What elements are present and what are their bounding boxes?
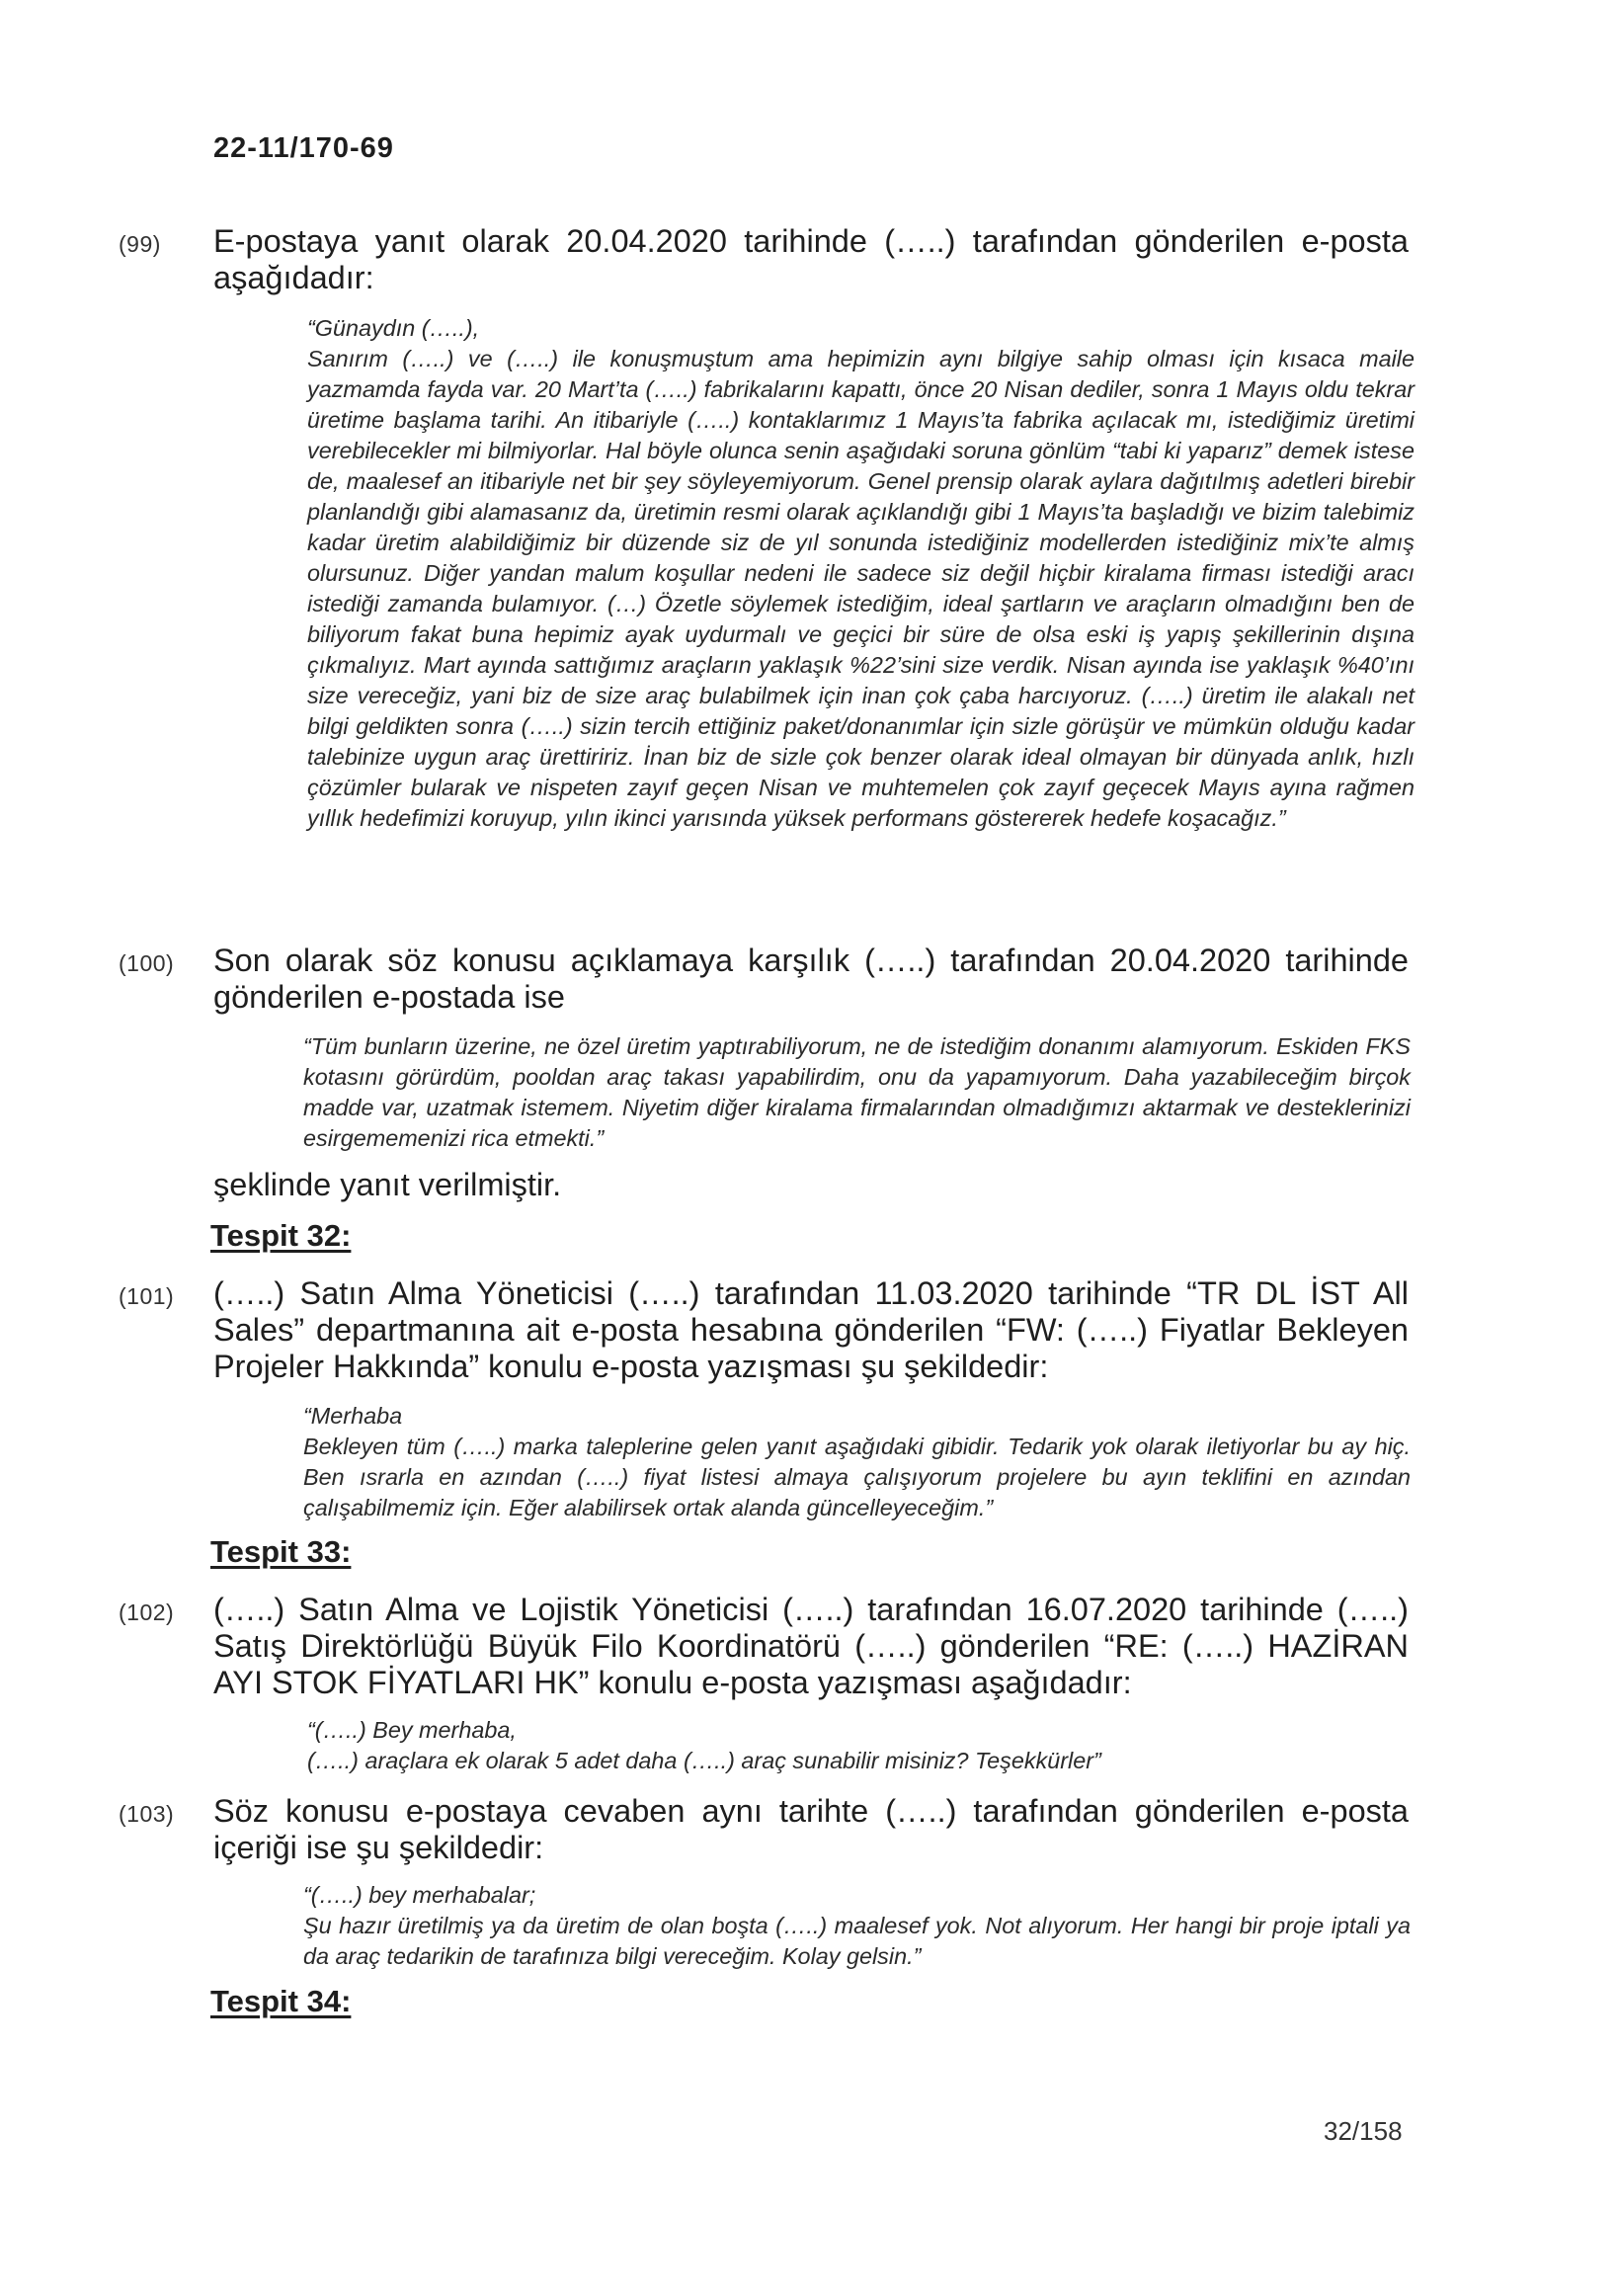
paragraph-text: E-postaya yanıt olarak 20.04.2020 tarihinde (…..) tarafından gönderilen e-posta aşağıdadır: xyxy=(213,223,1409,295)
section-heading-tespit-34: Tespit 34: xyxy=(210,1984,352,2018)
paragraph-number: (100) xyxy=(119,950,175,976)
quote-line: “(…..) Bey merhaba, xyxy=(307,1717,517,1743)
paragraph-number: (102) xyxy=(119,1599,175,1625)
quote-body: Şu hazır üretilmiş ya da üretim de olan boşta (…..) maalesef yok. Not alıyorum. Her hangi bir proje iptali ya da araç tedarikin de tarafınıza bilgi vereceğim. Kolay gelsin.” xyxy=(303,1913,1411,1969)
email-quote-100 xyxy=(303,1031,1411,1154)
section-heading-tespit-32: Tespit 32: xyxy=(210,1218,352,1253)
paragraph-text: (…..) Satın Alma ve Lojistik Yöneticisi (…..) tarafından 16.07.2020 tarihinde (…..) Satış Direktörlüğü Büyük Filo Koordinatörü (…..) gönderilen “RE: (…..) HAZİRAN AYI STOK FİYATLARI HK” konulu e-posta yazışması aşağıdadır: xyxy=(213,1592,1409,1700)
paragraph-number: (101) xyxy=(119,1283,175,1309)
paragraph-100 xyxy=(119,943,1409,1016)
quote-line: “Günaydın (…..), xyxy=(307,315,480,341)
email-quote-102 xyxy=(307,1715,1415,1776)
quote-line: (…..) araçlara ek olarak 5 adet daha (…..) araç sunabilir misiniz? Teşekkürler” xyxy=(307,1748,1101,1773)
paragraph-102 xyxy=(119,1592,1409,1701)
paragraph-101 xyxy=(119,1275,1409,1385)
quote-line: “Merhaba xyxy=(303,1403,403,1429)
paragraph-text: Son olarak söz konusu açıklamaya karşılık (…..) tarafından 20.04.2020 tarihinde gönderilen e-postada ise xyxy=(213,943,1409,1015)
quote-body: Bekleyen tüm (…..) marka taleplerine gelen yanıt aşağıdaki gibidir. Tedarik yok olarak iletiyorlar bu ay hiç. Ben ısrarla en azından (…..) fiyat listesi almaya çalışıyorum projelere bu ayın teklifini en azından çalışabilmemiz için. Eğer alabilirsek ortak alanda güncelleyeceğim.” xyxy=(303,1434,1411,1520)
paragraph-text: Söz konusu e-postaya cevaben aynı tarihte (…..) tarafından gönderilen e-posta içeriği ise şu şekildedir: xyxy=(213,1793,1409,1865)
paragraph-99 xyxy=(119,223,1409,296)
paragraph-number: (99) xyxy=(119,231,161,257)
quote-body: Sanırım (…..) ve (…..) ile konuşmuştum ama hepimizin aynı bilgiye sahip olması için kısaca maile yazmamda fayda var. 20 Mart’ta (…..) fabrikalarını kapattı, önce 20 Nisan dediler, sonra 1 Mayıs oldu tekrar üretime başlama tarihi. An itibariyle (…..) kontaklarımız 1 Mayıs’ta fabrika açılacak mı, istediğimiz üretimi verebilecekler mi bilmiyorlar. Hal böyle olunca senin aşağıdaki soruna gönlüm “tabi ki yaparız” demek istese de, maalesef an itibariyle net bir şey söyleyemiyorum. Genel prensip olarak aylara dağıtılmış adetleri birebir planlandığı gibi alamasanız da, üretimin resmi olarak açıklandığı gibi 1 Mayıs’ta başladığı ve bizim talebimiz kadar üretim alabildiğimiz bir düzende siz de yıl sonunda istediğiniz modellerden istediğiniz mix’te almış olursunuz. Diğer yandan malum koşullar nedeni ile sadece siz değil hiçbir kiralama firması istediği aracı istediği zamanda bulamıyor. (…) Özetle söylemek istediğim, ideal şartların ve araçların olmadığını ben de biliyorum fakat buna hepimiz ayak uydurmalı ve geçici bir süre de olsa eski iş yapış şekillerinin dışına çıkmalıyız. Mart ayında sattığımız araçların yaklaşık %22’sini size verdik. Nisan ayında ise yaklaşık %40’ını size vereceğiz, yani biz de size araç bulabilmek için inan çok çaba harcıyoruz. (…..) üretim ile alakalı net bilgi geldikten sonra (…..) sizin tercih ettiğiniz paket/donanımlar için sizle görüşür ve mümkün olduğu kadar talebinize uygun araç ürettiririz. İnan biz de sizle çok benzer olarak ideal olmayan bir dünyada anlık, hızlı çözümler bularak ve nispeten zayıf geçen Nisan ve muhtemelen çok zayıf geçecek Mayıs ayına rağmen yıllık hedefimizi koruyup, yılın ikinci yarısında yüksek performans göstererek hedefe koşacağız.” xyxy=(307,346,1415,831)
page-number: 32/158 xyxy=(1324,2116,1403,2146)
email-quote-99 xyxy=(307,313,1415,834)
quote-line: “(…..) bey merhabalar; xyxy=(303,1882,536,1908)
email-quote-101 xyxy=(303,1401,1411,1523)
document-number: 22-11/170-69 xyxy=(213,132,394,164)
paragraph-103 xyxy=(119,1793,1409,1866)
paragraph-number: (103) xyxy=(119,1801,175,1827)
paragraph-100-closing: şeklinde yanıt verilmiştir. xyxy=(213,1167,562,1202)
section-heading-tespit-33: Tespit 33: xyxy=(210,1534,352,1569)
email-quote-103 xyxy=(303,1880,1411,1972)
paragraph-text: (…..) Satın Alma Yöneticisi (…..) tarafından 11.03.2020 tarihinde “TR DL İST All Sales” departmanına ait e-posta hesabına gönderilen “FW: (…..) Fiyatlar Bekleyen Projeler Hakkında” konulu e-posta yazışması şu şekildedir: xyxy=(213,1275,1409,1384)
quote-body: “Tüm bunların üzerine, ne özel üretim yaptırabiliyorum, ne de istediğim donanımı alamıyorum. Eskiden FKS kotasını görürdüm, pooldan araç takası yapabilirdim, onu da yapamıyorum. Daha yazabileceğim birçok madde var, uzatmak istemem. Niyetim diğer kiralama firmalarından olmadığımızı aktarmak ve desteklerinizi esirgememenizi rica etmekti.” xyxy=(303,1033,1411,1151)
